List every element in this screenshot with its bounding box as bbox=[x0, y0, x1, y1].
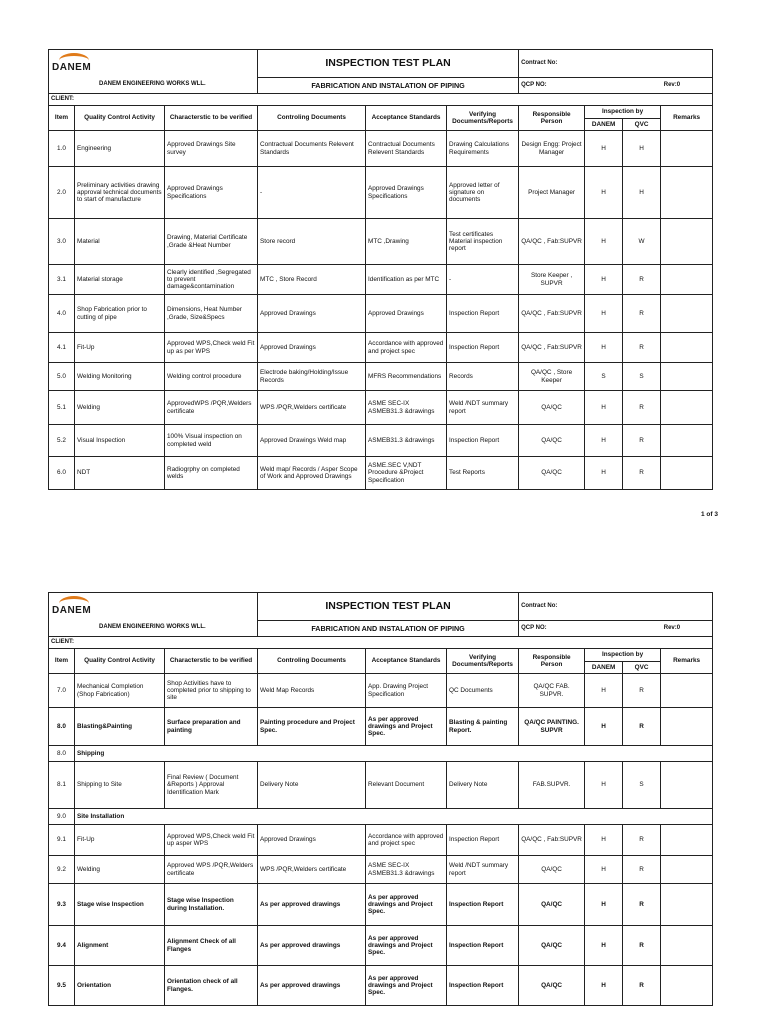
cell-responsible: QA/QC bbox=[519, 391, 585, 425]
cell-danem: H bbox=[585, 167, 623, 219]
cell-verifying: Inspection Report bbox=[447, 425, 519, 457]
cell-acceptance: App. Drawing Project Specification bbox=[366, 674, 447, 708]
cell-activity: Material bbox=[75, 219, 165, 265]
cell-characteristic: Drawing, Material Certificate ,Grade &Heat Number bbox=[165, 219, 258, 265]
cell-danem: H bbox=[585, 856, 623, 884]
company-logo: DANEM bbox=[52, 605, 92, 616]
cell-verifying: Weld /NDT summary report bbox=[447, 391, 519, 425]
cell-remarks bbox=[661, 363, 713, 391]
table-row bbox=[49, 219, 713, 265]
cell-verifying: Inspection Report bbox=[447, 295, 519, 333]
table-row bbox=[49, 884, 713, 926]
col-qvc: QVC bbox=[623, 119, 661, 131]
cell-item: 3.0 bbox=[49, 219, 75, 265]
cell-danem: H bbox=[585, 674, 623, 708]
cell-qvc: R bbox=[623, 265, 661, 295]
cell-remarks bbox=[661, 425, 713, 457]
cell-qvc: R bbox=[623, 825, 661, 856]
col-acceptance: Acceptance Standards bbox=[366, 649, 447, 674]
contract-no-label: Contract No: bbox=[519, 50, 713, 78]
table-row bbox=[49, 674, 713, 708]
cell-remarks bbox=[661, 825, 713, 856]
contract-no-label: Contract No: bbox=[519, 593, 713, 621]
cell-acceptance: ASMEB31.3 &drawings bbox=[366, 425, 447, 457]
cell-qvc: S bbox=[623, 762, 661, 809]
cell-characteristic: Alignment Check of all Flanges bbox=[165, 926, 258, 966]
col-danem: DANEM bbox=[585, 662, 623, 674]
section-heading: Site Installation bbox=[75, 809, 713, 825]
cell-verifying: QC Documents bbox=[447, 674, 519, 708]
cell-qvc: W bbox=[623, 219, 661, 265]
cell-item: 1.0 bbox=[49, 131, 75, 167]
cell-danem: H bbox=[585, 457, 623, 490]
table-row bbox=[49, 966, 713, 1006]
cell-activity: Fit-Up bbox=[75, 333, 165, 363]
cell-verifying: Weld /NDT summary report bbox=[447, 856, 519, 884]
cell-characteristic: Welding control procedure bbox=[165, 363, 258, 391]
cell-acceptance: MTC ,Drawing bbox=[366, 219, 447, 265]
cell-responsible: QA/QC PAINTING. SUPVR bbox=[519, 708, 585, 746]
col-remarks: Remarks bbox=[661, 649, 713, 674]
cell-acceptance: Accordance with approved and project spec bbox=[366, 333, 447, 363]
col-verifying: Verifying Documents/Reports bbox=[447, 649, 519, 674]
cell-controlling: Painting procedure and Project Spec. bbox=[258, 708, 366, 746]
cell-remarks bbox=[661, 265, 713, 295]
cell-danem: H bbox=[585, 966, 623, 1006]
cell-controlling: Contractual Documents Relevent Standards bbox=[258, 131, 366, 167]
cell-activity: Engineering bbox=[75, 131, 165, 167]
cell-acceptance: Approved Drawings bbox=[366, 295, 447, 333]
itp-sheet-page-1 bbox=[48, 49, 712, 490]
cell-danem: H bbox=[585, 926, 623, 966]
cell-controlling: Approved Drawings bbox=[258, 333, 366, 363]
cell-qvc: R bbox=[623, 333, 661, 363]
cell-qvc: R bbox=[623, 674, 661, 708]
cell-activity: Shop Fabrication prior to cutting of pipe bbox=[75, 295, 165, 333]
cell-verifying: Delivery Note bbox=[447, 762, 519, 809]
cell-qvc: R bbox=[623, 884, 661, 926]
document-title: INSPECTION TEST PLAN bbox=[258, 50, 519, 78]
cell-characteristic: Approved Drawings Specifications bbox=[165, 167, 258, 219]
table-row bbox=[49, 295, 713, 333]
table-row bbox=[49, 167, 713, 219]
table-row bbox=[49, 391, 713, 425]
cell-acceptance: Relevant Document bbox=[366, 762, 447, 809]
cell-characteristic: 100% Visual inspection on completed weld bbox=[165, 425, 258, 457]
cell-characteristic: Stage wise Inspection during Installation. bbox=[165, 884, 258, 926]
cell-remarks bbox=[661, 333, 713, 363]
cell-danem: H bbox=[585, 391, 623, 425]
col-activity: Quality Control Activity bbox=[75, 106, 165, 131]
cell-item: 9.3 bbox=[49, 884, 75, 926]
col-controlling: Controling Documents bbox=[258, 106, 366, 131]
company-name: DANEM ENGINEERING WORKS WLL. bbox=[99, 624, 206, 630]
revision-label: Rev:0 bbox=[663, 624, 681, 631]
col-activity: Quality Control Activity bbox=[75, 649, 165, 674]
cell-acceptance: Approved Drawings Specifications bbox=[366, 167, 447, 219]
itp-sheet-page-2 bbox=[48, 592, 712, 1006]
cell-responsible: QA/QC bbox=[519, 884, 585, 926]
cell-responsible: QA/QC , Fab:SUPVR bbox=[519, 333, 585, 363]
cell-acceptance: Identification as per MTC bbox=[366, 265, 447, 295]
cell-item: 5.0 bbox=[49, 363, 75, 391]
col-controlling: Controling Documents bbox=[258, 649, 366, 674]
cell-responsible: QA/QC bbox=[519, 425, 585, 457]
cell-activity: Mechanical Completion (Shop Fabrication) bbox=[75, 674, 165, 708]
col-danem: DANEM bbox=[585, 119, 623, 131]
qcp-rev-cell bbox=[519, 621, 713, 637]
cell-activity: Shipping to Site bbox=[75, 762, 165, 809]
cell-acceptance: ASME SEC-IX ASMEB31.3 &drawings bbox=[366, 391, 447, 425]
cell-qvc: R bbox=[623, 295, 661, 333]
cell-activity: Blasting&Painting bbox=[75, 708, 165, 746]
itp-table bbox=[48, 592, 713, 1006]
cell-item: 8.0 bbox=[49, 746, 75, 762]
cell-qvc: R bbox=[623, 457, 661, 490]
cell-responsible: QA/QC bbox=[519, 966, 585, 1006]
cell-danem: H bbox=[585, 131, 623, 167]
cell-activity: NDT bbox=[75, 457, 165, 490]
cell-qvc: R bbox=[623, 926, 661, 966]
table-row bbox=[49, 457, 713, 490]
cell-verifying: Test Reports bbox=[447, 457, 519, 490]
revision-label: Rev:0 bbox=[663, 81, 681, 88]
cell-verifying: Approved letter of signature on documents bbox=[447, 167, 519, 219]
cell-item: 6.0 bbox=[49, 457, 75, 490]
col-qvc: QVC bbox=[623, 662, 661, 674]
cell-controlling: MTC , Store Record bbox=[258, 265, 366, 295]
cell-responsible: QA/QC , Store Keeper bbox=[519, 363, 585, 391]
cell-responsible: QA/QC , Fab:SUPVR bbox=[519, 295, 585, 333]
col-characteristic: Characterstic to be verified bbox=[165, 649, 258, 674]
cell-remarks bbox=[661, 884, 713, 926]
table-row bbox=[49, 265, 713, 295]
company-logo: DANEM bbox=[52, 62, 92, 73]
cell-verifying: - bbox=[447, 265, 519, 295]
cell-activity: Alignment bbox=[75, 926, 165, 966]
company-name: DANEM ENGINEERING WORKS WLL. bbox=[99, 81, 206, 87]
cell-item: 5.1 bbox=[49, 391, 75, 425]
cell-verifying: Inspection Report bbox=[447, 825, 519, 856]
qcp-rev-cell bbox=[519, 78, 713, 94]
cell-characteristic: Approved WPS /PQR,Welders certificate bbox=[165, 856, 258, 884]
cell-characteristic: Radiogrphy on completed welds bbox=[165, 457, 258, 490]
cell-acceptance: As per approved drawings and Project Spec. bbox=[366, 966, 447, 1006]
cell-verifying: Inspection Report bbox=[447, 926, 519, 966]
table-row bbox=[49, 762, 713, 809]
cell-controlling: Electrode baking/Holding/Issue Records bbox=[258, 363, 366, 391]
cell-danem: H bbox=[585, 708, 623, 746]
cell-acceptance: Accordance with approved and project spec bbox=[366, 825, 447, 856]
table-row bbox=[49, 856, 713, 884]
document-title: INSPECTION TEST PLAN bbox=[258, 593, 519, 621]
cell-qvc: R bbox=[623, 966, 661, 1006]
cell-qvc: R bbox=[623, 708, 661, 746]
cell-item: 9.1 bbox=[49, 825, 75, 856]
cell-remarks bbox=[661, 391, 713, 425]
cell-acceptance: ASME.SEC V,NDT Procedure &Project Specification bbox=[366, 457, 447, 490]
col-verifying: Verifying Documents/Reports bbox=[447, 106, 519, 131]
client-label: CLIENT: bbox=[49, 94, 713, 106]
qcp-no-label: QCP NO: bbox=[521, 81, 547, 88]
cell-characteristic: ApprovedWPS /PQR,Welders certificate bbox=[165, 391, 258, 425]
page-2-rows bbox=[49, 674, 713, 1006]
cell-item: 4.1 bbox=[49, 333, 75, 363]
cell-remarks bbox=[661, 295, 713, 333]
table-row bbox=[49, 825, 713, 856]
cell-qvc: R bbox=[623, 856, 661, 884]
section-heading: Shipping bbox=[75, 746, 713, 762]
cell-activity: Welding Monitoring bbox=[75, 363, 165, 391]
cell-verifying: Inspection Report bbox=[447, 884, 519, 926]
cell-controlling: Weld map/ Records / Asper Scope of Work and Approved Drawings bbox=[258, 457, 366, 490]
cell-characteristic: Surface preparation and painting bbox=[165, 708, 258, 746]
cell-controlling: WPS /PQR,Welders certificate bbox=[258, 391, 366, 425]
cell-item: 9.2 bbox=[49, 856, 75, 884]
col-characteristic: Characterstic to be verified bbox=[165, 106, 258, 131]
cell-characteristic: Approved WPS,Check weld Fit up as per WPS bbox=[165, 333, 258, 363]
col-item: Item bbox=[49, 106, 75, 131]
cell-responsible: QA/QC bbox=[519, 457, 585, 490]
cell-controlling: Approved Drawings bbox=[258, 295, 366, 333]
cell-activity: Orientation bbox=[75, 966, 165, 1006]
col-responsible: Responsible Person bbox=[519, 106, 585, 131]
table-row bbox=[49, 809, 713, 825]
cell-activity: Welding bbox=[75, 856, 165, 884]
cell-verifying: Inspection Report bbox=[447, 966, 519, 1006]
cell-item: 9.5 bbox=[49, 966, 75, 1006]
cell-activity: Fit-Up bbox=[75, 825, 165, 856]
cell-controlling: Store record bbox=[258, 219, 366, 265]
cell-qvc: R bbox=[623, 391, 661, 425]
col-remarks: Remarks bbox=[661, 106, 713, 131]
cell-activity: Stage wise Inspection bbox=[75, 884, 165, 926]
cell-acceptance: Contractual Documents Relevent Standards bbox=[366, 131, 447, 167]
cell-remarks bbox=[661, 708, 713, 746]
cell-danem: H bbox=[585, 884, 623, 926]
page-number: 1 of 3 bbox=[701, 511, 718, 518]
cell-characteristic: Shop Activities have to completed prior to shipping to site bbox=[165, 674, 258, 708]
company-logo-cell bbox=[49, 50, 258, 94]
cell-item: 4.0 bbox=[49, 295, 75, 333]
cell-activity: Material storage bbox=[75, 265, 165, 295]
cell-activity: Visual Inspection bbox=[75, 425, 165, 457]
cell-controlling: - bbox=[258, 167, 366, 219]
cell-responsible: Store Keeper , SUPVR bbox=[519, 265, 585, 295]
cell-danem: S bbox=[585, 363, 623, 391]
cell-danem: H bbox=[585, 333, 623, 363]
cell-controlling: WPS /PQR,Welders certificate bbox=[258, 856, 366, 884]
cell-responsible: QA/QC FAB. SUPVR. bbox=[519, 674, 585, 708]
cell-item: 2.0 bbox=[49, 167, 75, 219]
cell-qvc: H bbox=[623, 131, 661, 167]
cell-acceptance: As per approved drawings and Project Spec. bbox=[366, 708, 447, 746]
cell-characteristic: Orientation check of all Flanges. bbox=[165, 966, 258, 1006]
cell-verifying: Records bbox=[447, 363, 519, 391]
cell-qvc: H bbox=[623, 167, 661, 219]
cell-controlling: Delivery Note bbox=[258, 762, 366, 809]
table-row bbox=[49, 333, 713, 363]
cell-remarks bbox=[661, 926, 713, 966]
cell-danem: H bbox=[585, 425, 623, 457]
cell-acceptance: ASME SEC-IX ASMEB31.3 &drawings bbox=[366, 856, 447, 884]
cell-characteristic: Dimensions, Heat Number ,Grade, Size&Specs bbox=[165, 295, 258, 333]
table-row bbox=[49, 926, 713, 966]
client-label: CLIENT: bbox=[49, 637, 713, 649]
table-row bbox=[49, 708, 713, 746]
cell-acceptance: As per approved drawings and Project Spec. bbox=[366, 884, 447, 926]
cell-remarks bbox=[661, 457, 713, 490]
cell-controlling: As per approved drawings bbox=[258, 966, 366, 1006]
cell-item: 9.0 bbox=[49, 809, 75, 825]
cell-controlling: As per approved drawings bbox=[258, 884, 366, 926]
cell-acceptance: As per approved drawings and Project Spec. bbox=[366, 926, 447, 966]
cell-item: 8.0 bbox=[49, 708, 75, 746]
itp-table bbox=[48, 49, 713, 490]
cell-verifying: Test certificates Material inspection report bbox=[447, 219, 519, 265]
table-row bbox=[49, 425, 713, 457]
cell-remarks bbox=[661, 856, 713, 884]
table-row bbox=[49, 131, 713, 167]
company-logo-cell bbox=[49, 593, 258, 637]
document-subtitle: FABRICATION AND INSTALATION OF PIPING bbox=[258, 621, 519, 637]
cell-item: 9.4 bbox=[49, 926, 75, 966]
col-item: Item bbox=[49, 649, 75, 674]
cell-responsible: QA/QC bbox=[519, 856, 585, 884]
cell-danem: H bbox=[585, 295, 623, 333]
col-inspection-by: Inspection by bbox=[585, 649, 661, 662]
cell-controlling: As per approved drawings bbox=[258, 926, 366, 966]
qcp-no-label: QCP NO: bbox=[521, 624, 547, 631]
col-responsible: Responsible Person bbox=[519, 649, 585, 674]
cell-responsible: Project Manager bbox=[519, 167, 585, 219]
cell-responsible: FAB.SUPVR. bbox=[519, 762, 585, 809]
cell-responsible: Design Engg: Project Manager bbox=[519, 131, 585, 167]
cell-remarks bbox=[661, 762, 713, 809]
cell-characteristic: Approved WPS,Check weld Fit up asper WPS bbox=[165, 825, 258, 856]
cell-characteristic: Final Review ( Document &Reports ) Approval Identification Mark bbox=[165, 762, 258, 809]
cell-responsible: QA/QC , Fab:SUPVR bbox=[519, 825, 585, 856]
cell-remarks bbox=[661, 966, 713, 1006]
cell-activity: Welding bbox=[75, 391, 165, 425]
cell-qvc: S bbox=[623, 363, 661, 391]
cell-danem: H bbox=[585, 825, 623, 856]
cell-item: 3.1 bbox=[49, 265, 75, 295]
cell-remarks bbox=[661, 131, 713, 167]
document-subtitle: FABRICATION AND INSTALATION OF PIPING bbox=[258, 78, 519, 94]
cell-danem: H bbox=[585, 762, 623, 809]
cell-controlling: Approved Drawings bbox=[258, 825, 366, 856]
cell-item: 8.1 bbox=[49, 762, 75, 809]
cell-characteristic: Clearly identified ,Segregated to prevent damage&contamination bbox=[165, 265, 258, 295]
cell-verifying: Inspection Report bbox=[447, 333, 519, 363]
table-row bbox=[49, 746, 713, 762]
cell-characteristic: Approved Drawings Site survey bbox=[165, 131, 258, 167]
cell-remarks bbox=[661, 674, 713, 708]
cell-remarks bbox=[661, 219, 713, 265]
cell-acceptance: MFRS Recommendations bbox=[366, 363, 447, 391]
cell-controlling: Approved Drawings Weld map bbox=[258, 425, 366, 457]
col-acceptance: Acceptance Standards bbox=[366, 106, 447, 131]
cell-remarks bbox=[661, 167, 713, 219]
col-inspection-by: Inspection by bbox=[585, 106, 661, 119]
cell-qvc: R bbox=[623, 425, 661, 457]
page-1-rows bbox=[49, 131, 713, 490]
cell-controlling: Weld Map Records bbox=[258, 674, 366, 708]
table-row bbox=[49, 363, 713, 391]
cell-item: 7.0 bbox=[49, 674, 75, 708]
cell-responsible: QA/QC bbox=[519, 926, 585, 966]
cell-danem: H bbox=[585, 219, 623, 265]
cell-activity: Preliminary activities drawing approval technical documents to start of manufacture bbox=[75, 167, 165, 219]
cell-responsible: QA/QC , Fab:SUPVR bbox=[519, 219, 585, 265]
cell-verifying: Drawing Calculations Requirements bbox=[447, 131, 519, 167]
cell-danem: H bbox=[585, 265, 623, 295]
cell-verifying: Blasting & painting Report. bbox=[447, 708, 519, 746]
cell-item: 5.2 bbox=[49, 425, 75, 457]
